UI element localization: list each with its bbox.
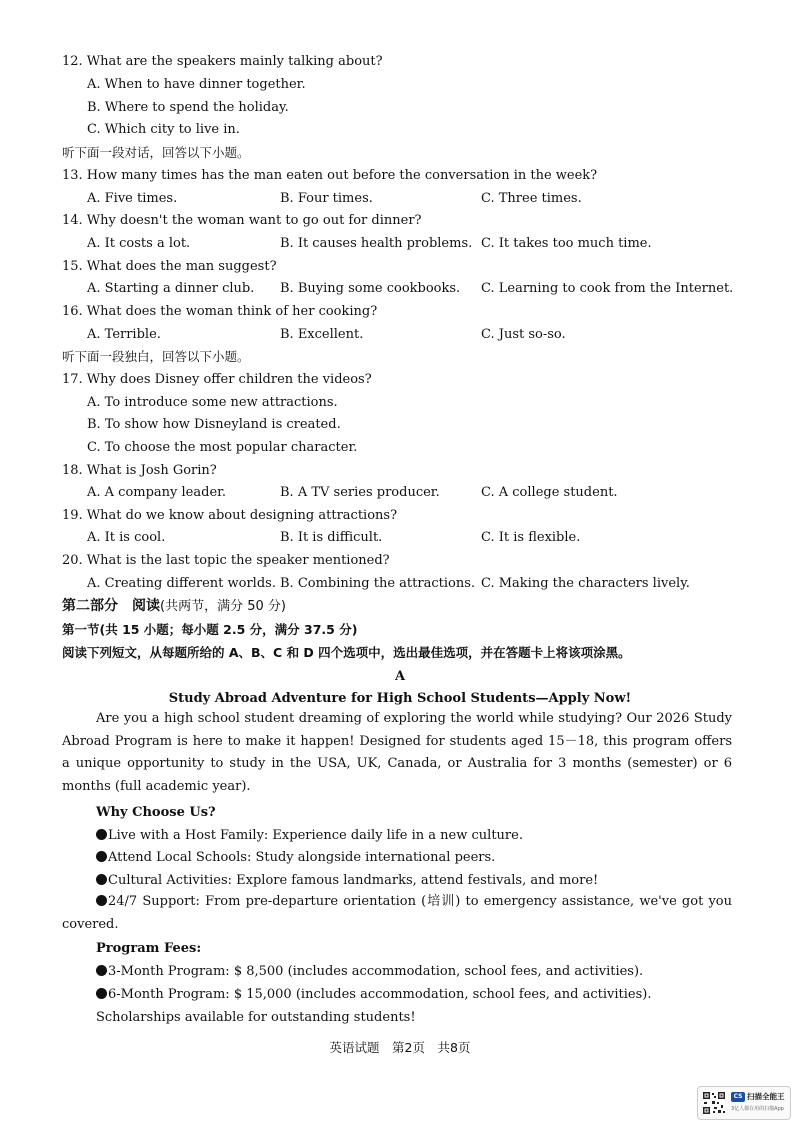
- question-20: 20. What is the last topic the speaker mentioned?: [62, 553, 390, 568]
- q15-option-a: A. Starting a dinner club.: [87, 281, 255, 296]
- fee-6-month: [96, 986, 651, 1003]
- camscanner-logo: CS: [731, 1092, 745, 1102]
- part2-score-note: (共两节，满分 50 分): [160, 599, 286, 614]
- question-12: 12. What are the speakers mainly talking about?: [62, 54, 383, 69]
- q16-option-b: B. Excellent.: [280, 327, 364, 342]
- section1-heading: 第一节(共 15 小题；每小题 2.5 分，满分 37.5 分): [62, 622, 358, 637]
- bullet-dot-icon: [96, 988, 107, 999]
- q14-option-a: A. It costs a lot.: [87, 236, 191, 251]
- monologue-instruction: 听下面一段独白，回答以下小题。: [62, 349, 250, 364]
- bullet-dot-icon: [96, 895, 107, 906]
- question-16: 16. What does the woman think of her cooking?: [62, 304, 378, 319]
- qr-code-icon: [702, 1091, 726, 1115]
- passage-letter: A: [394, 669, 406, 684]
- fee-3-month: [96, 963, 643, 980]
- bullet-dot-icon: [96, 851, 107, 862]
- bullet-cultural-activities: [96, 872, 598, 889]
- why-choose-heading: Why Choose Us?: [96, 805, 216, 820]
- bullet-host-family: [96, 827, 523, 844]
- bullet-dot-icon: [96, 829, 107, 840]
- question-15: 15. What does the man suggest?: [62, 259, 277, 274]
- question-14: 14. Why doesn't the woman want to go out for dinner?: [62, 213, 422, 228]
- part2-title: 第二部分 阅读: [62, 598, 160, 614]
- q14-option-c: C. It takes too much time.: [481, 236, 652, 251]
- scanner-badge: [697, 1086, 791, 1120]
- bullet-text: Cultural Activities: Explore famous landmarks, attend festivals, and more!: [108, 873, 599, 888]
- q18-option-c: C. A college student.: [481, 485, 618, 500]
- q17-option-b: B. To show how Disneyland is created.: [87, 417, 341, 432]
- bullet-text: 24/7 Support: From pre-departure orientation (培训) to emergency assistance, we've got you covered.: [62, 894, 732, 932]
- dialogue-instruction: 听下面一段对话，回答以下小题。: [62, 145, 250, 160]
- q19-option-c: C. It is flexible.: [481, 530, 581, 545]
- q17-option-a: A. To introduce some new attractions.: [87, 395, 338, 410]
- q12-option-a: A. When to have dinner together.: [87, 77, 306, 92]
- scanner-name: 扫描全能王: [747, 1092, 785, 1101]
- q13-option-b: B. Four times.: [280, 191, 373, 206]
- scholarship-note: Scholarships available for outstanding students!: [96, 1010, 416, 1025]
- bullet-support: [62, 891, 732, 936]
- q18-option-a: A. A company leader.: [87, 485, 227, 500]
- part2-heading: [62, 598, 286, 615]
- q20-option-c: C. Making the characters lively.: [481, 576, 690, 591]
- fee-text: 3-Month Program: $ 8,500 (includes accommodation, school fees, and activities).: [108, 964, 644, 979]
- passage-intro: Are you a high school student dreaming of exploring the world while studying? Our 2026 Study Abroad Program is here to make it happen! Designed for students aged 15－18, this program offers a unique opportunity to study in the USA, UK, Canada, or Australia for 3 months (semester) or 6 months (full academic year).: [62, 711, 732, 795]
- bullet-dot-icon: [96, 874, 107, 885]
- q20-option-b: B. Combining the attractions.: [280, 576, 476, 591]
- q13-option-a: A. Five times.: [87, 191, 178, 206]
- q12-option-b: B. Where to spend the holiday.: [87, 100, 289, 115]
- question-17: 17. Why does Disney offer children the videos?: [62, 372, 372, 387]
- q20-option-a: A. Creating different worlds.: [87, 576, 276, 591]
- question-13: 13. How many times has the man eaten out before the conversation in the week?: [62, 168, 598, 183]
- q16-option-a: A. Terrible.: [87, 327, 161, 342]
- q14-option-b: B. It causes health problems.: [280, 236, 473, 251]
- bullet-text: Attend Local Schools: Study alongside international peers.: [108, 850, 496, 865]
- bullet-local-schools: [96, 849, 495, 866]
- q13-option-c: C. Three times.: [481, 191, 582, 206]
- scanner-tagline: 3亿人都在用的扫描App: [731, 1106, 784, 1112]
- q15-option-c: C. Learning to cook from the Internet.: [481, 281, 734, 296]
- q16-option-c: C. Just so-so.: [481, 327, 566, 342]
- q15-option-b: B. Buying some cookbooks.: [280, 281, 461, 296]
- q19-option-b: B. It is difficult.: [280, 530, 383, 545]
- bullet-dot-icon: [96, 965, 107, 976]
- passage-title: Study Abroad Adventure for High School Students—Apply Now!: [168, 691, 632, 706]
- q19-option-a: A. It is cool.: [87, 530, 166, 545]
- fee-text: 6-Month Program: $ 15,000 (includes accommodation, school fees, and activities).: [108, 987, 652, 1002]
- reading-directions: 阅读下列短文，从每题所给的 A、B、C 和 D 四个选项中，选出最佳选项，并在答题卡上将该项涂黑。: [62, 645, 631, 660]
- question-18: 18. What is Josh Gorin?: [62, 463, 217, 478]
- bullet-text: Live with a Host Family: Experience daily life in a new culture.: [108, 828, 523, 843]
- question-19: 19. What do we know about designing attractions?: [62, 508, 398, 523]
- q17-option-c: C. To choose the most popular character.: [87, 440, 358, 455]
- program-fees-heading: Program Fees:: [96, 941, 202, 956]
- q12-option-c: C. Which city to live in.: [87, 122, 240, 137]
- page-footer: 英语试题 第2页 共8页: [329, 1040, 471, 1055]
- q18-option-b: B. A TV series producer.: [280, 485, 440, 500]
